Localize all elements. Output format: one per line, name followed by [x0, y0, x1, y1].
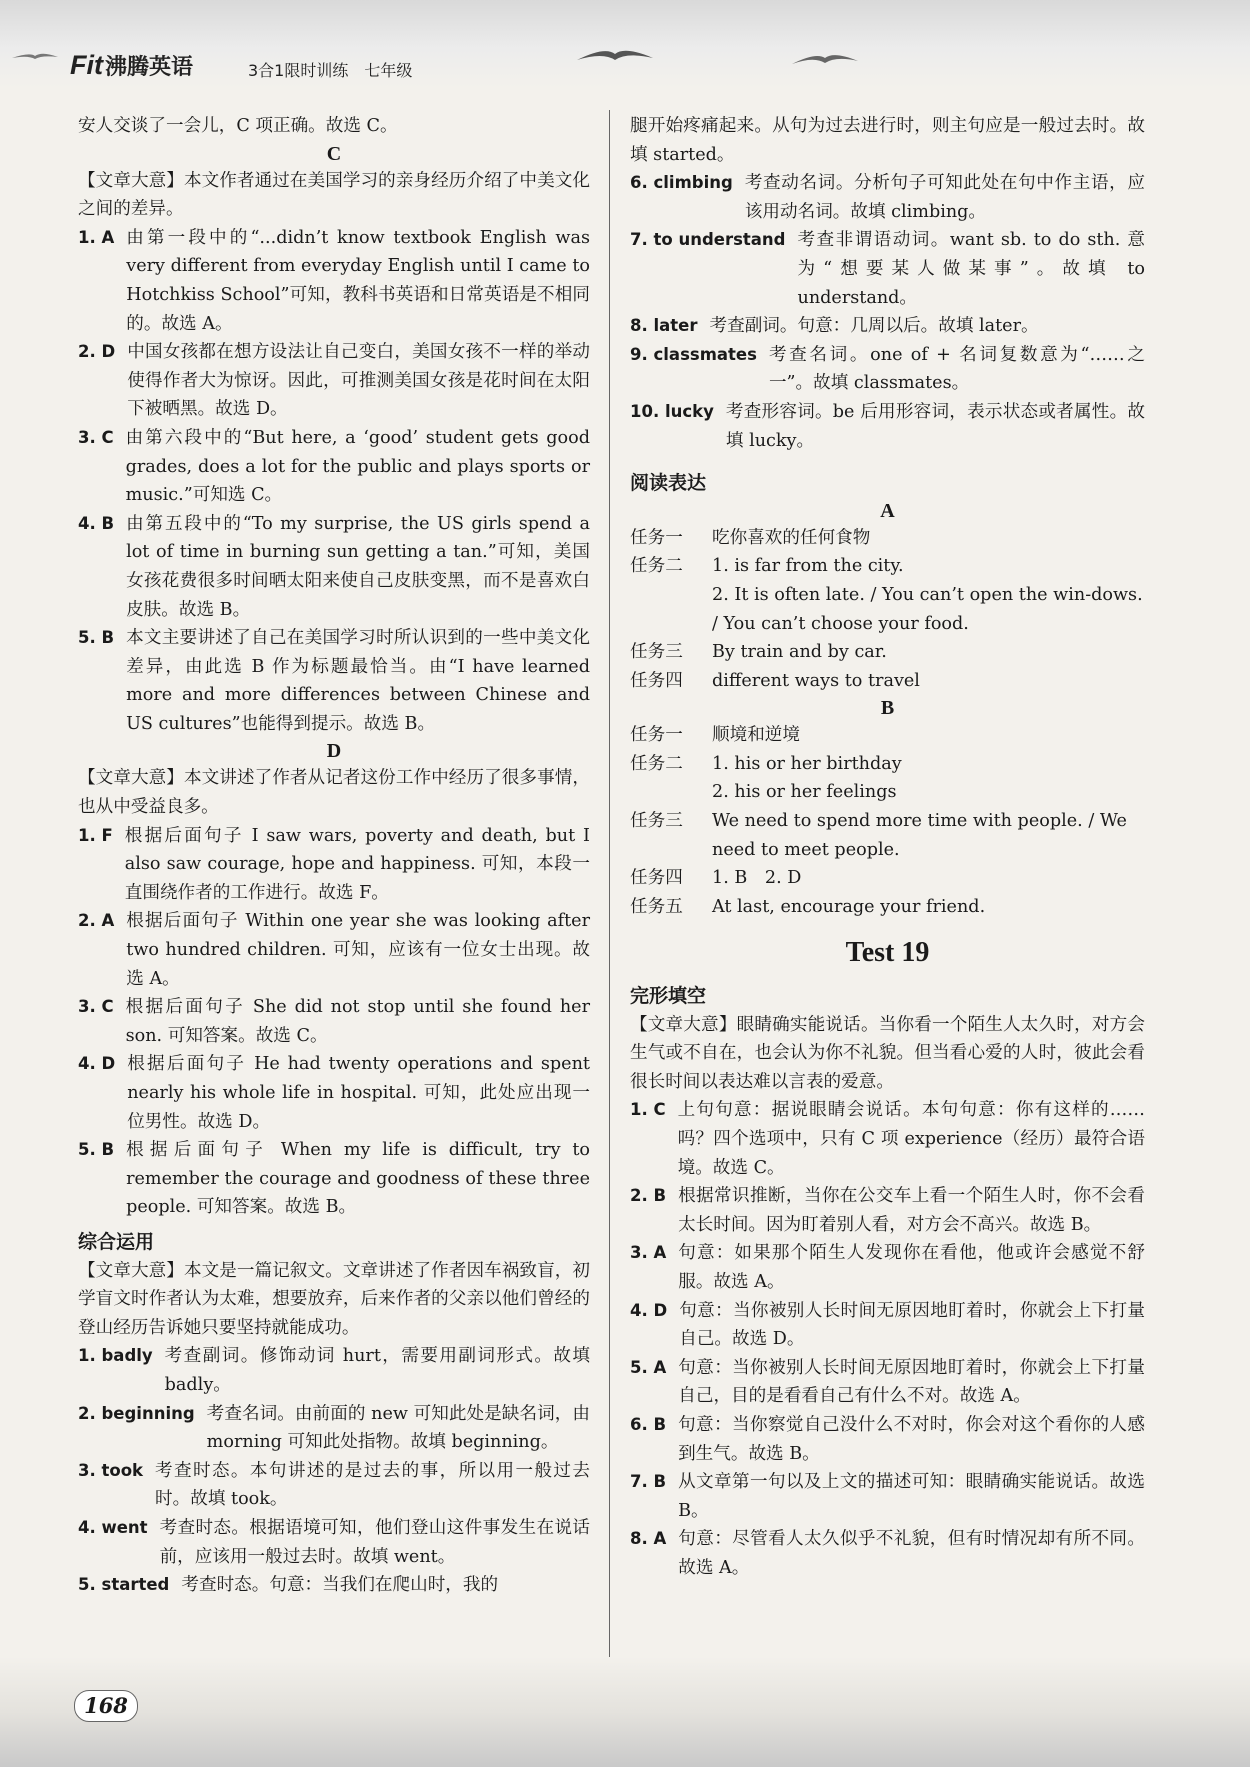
task-line: 1. B 2. D	[712, 868, 802, 889]
answer-label: 1. C	[630, 1100, 666, 1120]
answer-label: 6. B	[630, 1414, 667, 1434]
answer-item	[78, 1457, 590, 1514]
answer-explanation: 考查动名词。分析句子可知此处在句中作主语，应该用动名词。故填 climbing。	[744, 173, 1145, 222]
summary-text: 本文是一篇记叙文。文章讲述了作者因车祸致盲，初学盲文时作者认为太难，想要放弃，后来作者的父亲以他们曾经的登山经历告诉她只要坚持就能成功。	[78, 1260, 590, 1338]
task-name: 任务三	[630, 642, 683, 663]
answer-label: 2. D	[78, 342, 116, 362]
bird-icon	[10, 48, 60, 64]
task-line: 2. his or her feelings	[712, 782, 897, 803]
continuation-line: 安人交谈了一会儿，C 项正确。故选 C。	[78, 116, 398, 136]
answer-explanation: 根据后面句子 She did not stop until she found her son. 可知答案。故选 C。	[125, 997, 590, 1046]
answer-item	[630, 1411, 1145, 1468]
answer-explanation: 考查非谓语动词。want sb. to do sth. 意为“想要某人做某事”。故填 to understand。	[797, 230, 1145, 308]
answer-explanation: 根据后面句子 Within one year she was looking after two hundred children. 可知，应该有一位女士出现。故选 A。	[126, 911, 590, 989]
task-name: 任务一	[630, 725, 683, 746]
section-heading: 综合运用	[78, 1230, 155, 1253]
summary-tag: 【文章大意】	[78, 768, 184, 789]
task-row	[630, 638, 1145, 667]
section-letter-a: A	[880, 499, 895, 522]
answer-explanation: 句意：当你被别人长时间无原因地盯着时，你就会上下打量自己，目的是看看自己有什么不对。故选 A。	[678, 1357, 1145, 1407]
right-column	[630, 112, 1145, 1583]
answer-explanation: 考查时态。根据语境可知，他们登山这件事发生在说话前，应该用一般过去时。故填 went。	[159, 1517, 590, 1567]
answer-label: 1. badly	[78, 1346, 153, 1366]
answer-item	[78, 1514, 590, 1571]
answer-item	[630, 398, 1145, 455]
task-row	[630, 721, 1145, 750]
answer-explanation: 考查形容词。be 后用形容词，表示状态或者属性。故填 lucky。	[725, 401, 1145, 451]
answer-label: 5. B	[78, 628, 115, 648]
answer-label: 3. C	[78, 997, 114, 1017]
answer-label: 4. D	[78, 1054, 116, 1074]
task-line: 顺境和逆境	[712, 725, 800, 746]
answer-item	[630, 312, 1145, 341]
task-row	[630, 807, 1145, 864]
answer-explanation: 句意：如果那个陌生人发现你在看他，他或许会感觉不舒服。故选 A。	[678, 1243, 1145, 1292]
task-answer	[712, 667, 1145, 696]
answer-label: 3. took	[78, 1460, 144, 1480]
answer-label: 8. A	[630, 1529, 667, 1549]
answer-explanation: 考查副词。句意：几周以后。故填 later。	[709, 316, 1039, 337]
summary	[78, 764, 590, 821]
answer-explanation: 由第六段中的“But here, a ‘good’ student gets good grades, does a lot for the public and plays sports or music.”可知选 C。	[125, 427, 590, 506]
section-letter-d: D	[326, 740, 342, 763]
answer-label: 8. later	[630, 316, 698, 336]
answer-label: 4. went	[78, 1517, 148, 1537]
task-answer	[712, 721, 1145, 750]
section-letter-c: C	[326, 142, 342, 165]
page-footer	[0, 1657, 1250, 1767]
task-answer	[712, 552, 1145, 638]
continuation-line: 腿开始疼痛起来。从句为过去进行时，则主句应是一般过去时。故填 started。	[630, 116, 1145, 165]
task-line: different ways to travel	[712, 670, 920, 691]
task-answer	[712, 524, 1145, 553]
answer-item	[630, 341, 1145, 398]
answer-item	[630, 1525, 1145, 1582]
answer-label: 1. A	[78, 227, 115, 247]
answer-label: 1. F	[78, 825, 113, 845]
summary-text: 眼睛确实能说话。当你看一个陌生人太久时，对方会生气或不自在，也会认为你不礼貌。但当看心爱的人时，彼此会看很长时间以表达难以言表的爱意。	[630, 1014, 1145, 1092]
answer-explanation: 根据后面句子 I saw wars, poverty and death, but I also saw courage, hope and happiness. 可知，本段一直围绕作者的工作进行。故选 F。	[124, 825, 590, 903]
answer-explanation: 根据后面句子 When my life is difficult, try to remember the courage and goodness of these three people. 可知答案。故选 B。	[126, 1140, 590, 1218]
answer-label: 4. D	[630, 1300, 668, 1320]
answer-item	[78, 1571, 590, 1600]
task-line: We need to spend more time with people. / We need to meet people.	[712, 811, 1127, 860]
answer-explanation: 考查名词。由前面的 new 可知此处是缺名词，由 morning 可知此处指物。故填 beginning。	[206, 1403, 590, 1453]
task-answer	[712, 864, 1145, 893]
answer-explanation: 中国女孩都在想方设法让自己变白，美国女孩不一样的举动使得作者大为惊讶。因此，可推测美国女孩是花时间在太阳下被晒黑。故选 D。	[127, 342, 590, 420]
answer-label: 10. lucky	[630, 401, 714, 421]
answer-item	[78, 1342, 590, 1399]
answer-item	[630, 226, 1145, 312]
answer-item	[78, 224, 590, 338]
logo-fit: Fit	[70, 50, 103, 80]
bird-icon	[575, 40, 655, 70]
task-row	[630, 552, 1145, 638]
answer-item	[630, 1297, 1145, 1354]
answer-item	[78, 624, 590, 738]
task-row	[630, 750, 1145, 807]
brand-logo	[70, 50, 193, 81]
answer-label: 3. A	[630, 1243, 667, 1263]
answer-item	[630, 1182, 1145, 1239]
page-header	[0, 0, 1250, 88]
answer-item	[630, 169, 1145, 226]
answer-label: 2. A	[78, 911, 115, 931]
task-row	[630, 864, 1145, 893]
task-line: 1. is far from the city.	[712, 556, 904, 577]
task-name: 任务四	[630, 868, 683, 889]
left-column	[78, 112, 590, 1600]
task-line: 1. his or her birthday	[712, 753, 902, 774]
answer-explanation: 考查时态。本句讲述的是过去的事，所以用一般过去时。故填 took。	[155, 1460, 590, 1510]
answer-label: 4. B	[78, 513, 115, 533]
section-heading: 完形填空	[630, 985, 707, 1008]
answer-item	[78, 907, 590, 993]
task-name: 任务三	[630, 811, 683, 832]
page-number: 168	[74, 1690, 138, 1722]
answer-label: 7. B	[630, 1472, 667, 1492]
answer-label: 2. beginning	[78, 1403, 195, 1423]
answer-item	[78, 424, 590, 510]
answer-label: 7. to understand	[630, 230, 786, 250]
task-line: 2. It is often late. / You can’t open the win-dows. / You can’t choose your food.	[712, 584, 1143, 634]
answer-explanation: 考查时态。句意：当我们在爬山时，我的	[181, 1575, 499, 1596]
task-answer	[712, 807, 1145, 864]
answer-explanation: 由第一段中的“...didn’t know textbook English was very different from everyday English until I came to Hotchkiss School”可知，教科书英语和日常英语是不相同的。故选 A。	[126, 227, 590, 334]
answer-item	[78, 1050, 590, 1136]
answer-item	[78, 1400, 590, 1457]
section-letter-b: B	[880, 697, 895, 720]
answer-explanation: 由第五段中的“To my surprise, the US girls spend a lot of time in burning sun getting a tan.”可知，美国女孩花费很多时间晒太阳来使自己皮肤变黑，而不是喜欢白皮肤。故选 B。	[126, 513, 590, 620]
book-title: 3合1限时训练 七年级	[248, 61, 413, 80]
answer-label: 6. climbing	[630, 173, 733, 193]
answer-label: 5. B	[78, 1140, 115, 1160]
task-answer	[712, 893, 1145, 922]
answer-explanation: 考查名词。one of + 名词复数意为“……之一”。故填 classmates。	[768, 344, 1145, 394]
task-line: At last, encourage your friend.	[712, 896, 986, 917]
task-name: 任务四	[630, 670, 683, 691]
task-name: 任务二	[630, 753, 683, 774]
task-name: 任务二	[630, 556, 683, 577]
answer-label: 9. classmates	[630, 344, 757, 364]
task-line: By train and by car.	[712, 642, 887, 663]
summary-text: 本文讲述了作者从记者这份工作中经历了很多事情，也从中受益良多。	[78, 768, 590, 818]
answer-explanation: 本文主要讲述了自己在美国学习时所认识到的一些中美文化差异，由此选 B 作为标题最恰当。由“I have learned more and more differences between Chinese and US cultures”也能得到提示。故选 B。	[126, 628, 590, 734]
task-line: 吃你喜欢的任何食物	[712, 527, 871, 548]
summary-tag: 【文章大意】	[630, 1014, 737, 1035]
answer-item	[630, 1239, 1145, 1296]
answer-item	[78, 510, 590, 624]
task-row	[630, 524, 1145, 553]
answer-item	[78, 993, 590, 1050]
summary	[630, 1011, 1145, 1097]
test-title: Test 19	[845, 937, 930, 969]
answer-item	[78, 338, 590, 424]
answer-item	[630, 1468, 1145, 1525]
answer-explanation: 从文章第一句以及上文的描述可知：眼睛确实能说话。故选 B。	[678, 1472, 1145, 1521]
summary	[78, 167, 590, 224]
summary-tag: 【文章大意】	[78, 1260, 184, 1281]
task-row	[630, 667, 1145, 696]
summary	[78, 1257, 590, 1343]
answer-explanation: 上句句意：据说眼睛会说话。本句句意：你有这样的……吗？四个选项中，只有 C 项 experience（经历）最符合语境。故选 C。	[677, 1100, 1145, 1178]
answer-explanation: 根据后面句子 He had twenty operations and spent nearly his whole life in hospital. 可知，此处应出现一位男性。故选 D。	[127, 1054, 590, 1132]
summary-text: 本文作者通过在美国学习的亲身经历介绍了中美文化之间的差异。	[78, 170, 590, 220]
logo-cn: 沸腾英语	[105, 54, 194, 79]
answer-item	[78, 822, 590, 908]
answer-explanation: 考查副词。修饰动词 hurt，需要用副词形式。故填 badly。	[164, 1346, 590, 1395]
answer-item	[630, 1354, 1145, 1411]
answer-explanation: 句意：尽管看人太久似乎不礼貌，但有时情况却有所不同。故选 A。	[678, 1529, 1145, 1578]
task-row	[630, 893, 1145, 922]
answer-explanation: 句意：当你被别人长时间无原因地盯着时，你就会上下打量自己。故选 D。	[679, 1300, 1145, 1350]
task-answer	[712, 638, 1145, 667]
task-name: 任务五	[630, 896, 683, 917]
section-heading: 阅读表达	[630, 472, 707, 495]
answer-explanation: 根据常识推断，当你在公交车上看一个陌生人时，你不会看太长时间。因为盯着别人看，对方会不高兴。故选 B。	[678, 1186, 1145, 1235]
answer-explanation: 句意：当你察觉自己没什么不对时，你会对这个看你的人感到生气。故选 B。	[678, 1414, 1145, 1464]
answer-item	[78, 1136, 590, 1222]
task-name: 任务一	[630, 527, 683, 548]
answer-label: 5. started	[78, 1575, 170, 1595]
answer-label: 3. C	[78, 427, 114, 447]
answer-item	[630, 1096, 1145, 1182]
answer-label: 5. A	[630, 1357, 667, 1377]
summary-tag: 【文章大意】	[78, 170, 184, 191]
bird-icon	[790, 46, 860, 72]
column-divider	[609, 110, 610, 1670]
answer-label: 2. B	[630, 1186, 667, 1206]
task-answer	[712, 750, 1145, 807]
